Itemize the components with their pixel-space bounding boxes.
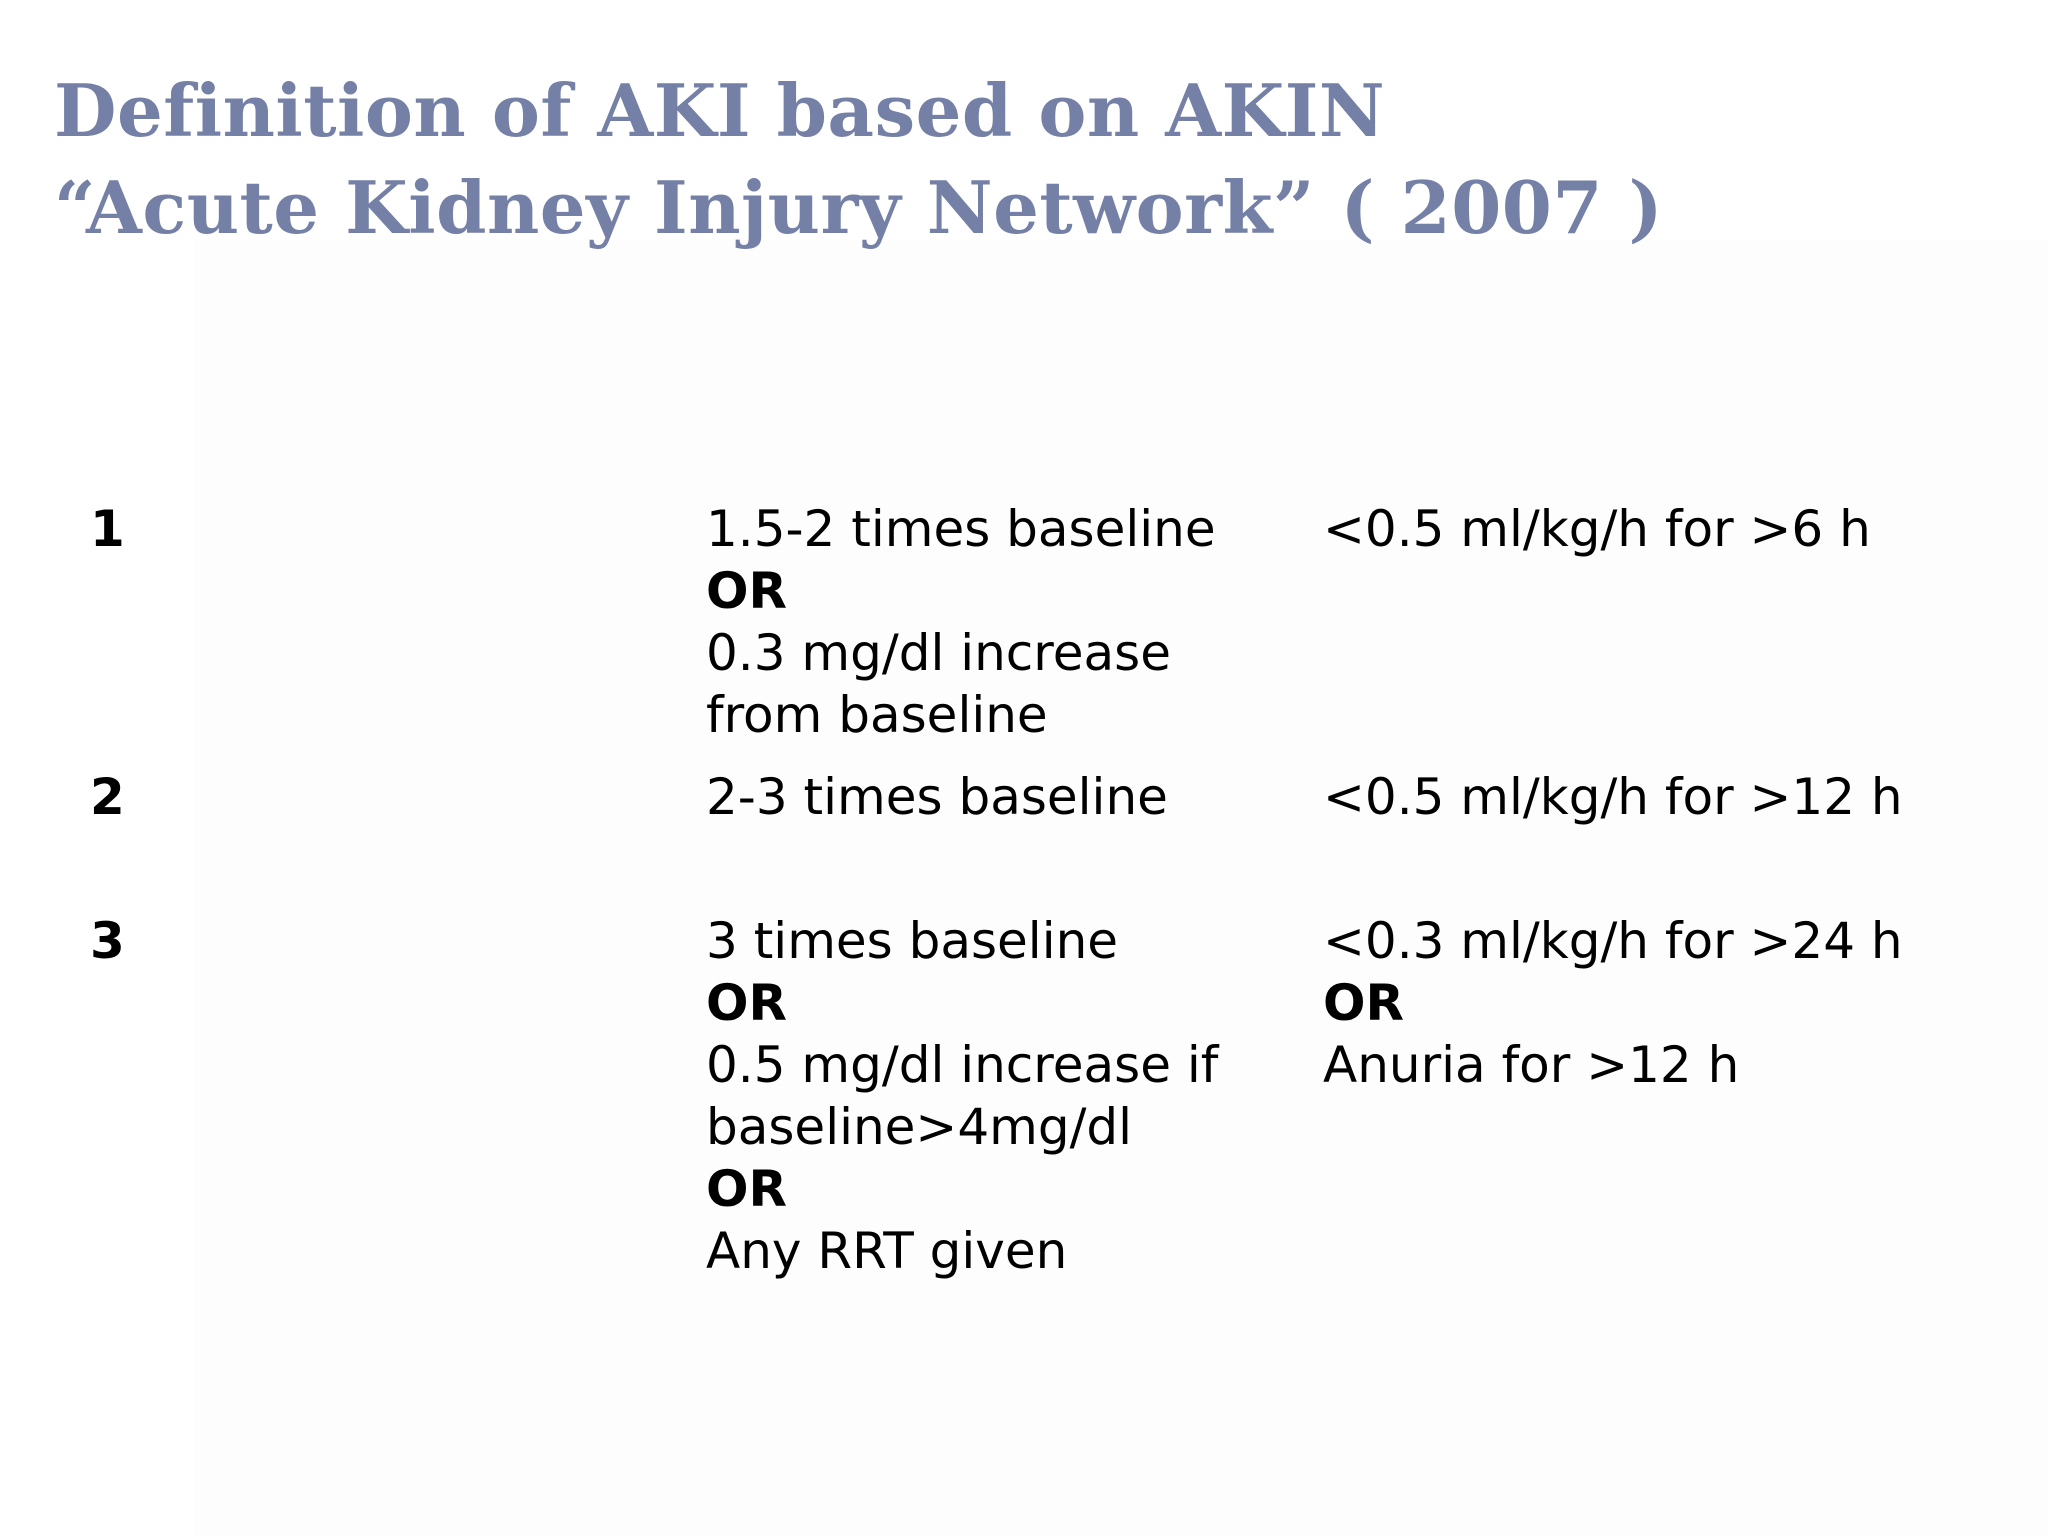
stage-3-label: 3	[90, 912, 125, 970]
criterion-text: <0.5 ml/kg/h for >12 h	[1323, 768, 1903, 826]
criterion-text: 3 times baseline	[706, 912, 1119, 970]
title-line-2: “Acute Kidney Injury Network” ( 2007 )	[54, 165, 1664, 250]
stage-2-label: 2	[90, 768, 125, 826]
criterion-text: 2-3 times baseline	[706, 768, 1168, 826]
stage-2-urine-output	[1323, 766, 1903, 828]
or-connector: OR	[706, 562, 788, 620]
stage-1-urine-output	[1323, 498, 1871, 560]
stage-3-creatinine	[706, 910, 1218, 1282]
criterion-text: 0.3 mg/dl increase	[706, 624, 1171, 682]
criterion-text: from baseline	[706, 686, 1048, 744]
stage-3-urine-output	[1323, 910, 1903, 1096]
or-connector: OR	[1323, 974, 1405, 1032]
criterion-text: 1.5-2 times baseline	[706, 500, 1216, 558]
or-connector: OR	[706, 974, 788, 1032]
stage-2-creatinine	[706, 766, 1168, 828]
criterion-text: <0.3 ml/kg/h for >24 h	[1323, 912, 1903, 970]
stage-1-creatinine	[706, 498, 1216, 746]
title-line-1: Definition of AKI based on AKIN	[54, 68, 1386, 153]
criterion-text: baseline>4mg/dl	[706, 1098, 1133, 1156]
criterion-text: Any RRT given	[706, 1222, 1068, 1280]
criterion-text: 0.5 mg/dl increase if	[706, 1036, 1219, 1094]
or-connector: OR	[706, 1160, 788, 1218]
criterion-text: Anuria for >12 h	[1323, 1036, 1740, 1094]
criterion-text: <0.5 ml/kg/h for >6 h	[1323, 500, 1871, 558]
stage-1-label: 1	[90, 500, 125, 558]
